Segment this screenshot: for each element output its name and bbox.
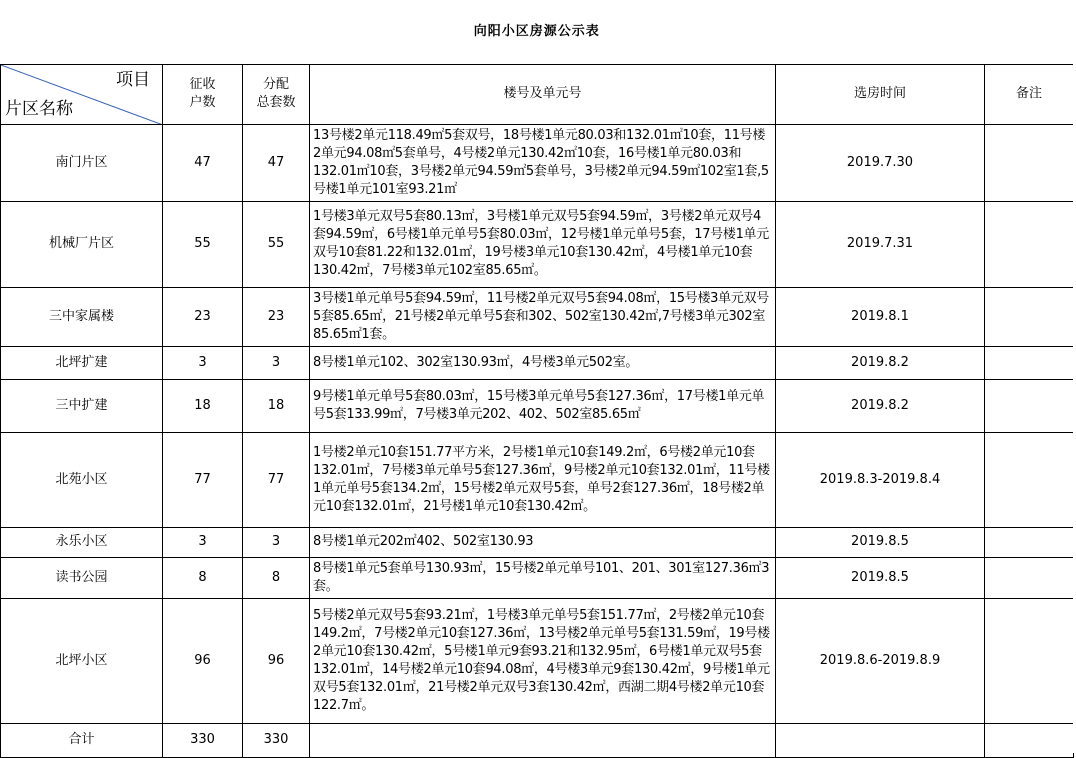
area-cell[interactable]: 北坪扩建 xyxy=(1,346,163,379)
households-cell[interactable]: 3 xyxy=(163,346,243,379)
header-allocated[interactable]: 分配 总套数 xyxy=(243,64,310,124)
households-cell[interactable]: 8 xyxy=(163,557,243,598)
total-allocated-cell[interactable]: 330 xyxy=(243,723,310,757)
time-cell[interactable]: 2019.8.2 xyxy=(776,346,985,379)
area-cell[interactable]: 三中家属楼 xyxy=(1,287,163,346)
header-row xyxy=(1,64,1074,124)
area-cell[interactable]: 北坪小区 xyxy=(1,598,163,723)
table-row xyxy=(1,432,1074,527)
note-cell[interactable] xyxy=(985,124,1074,201)
total-time-cell[interactable] xyxy=(776,723,985,757)
total-label-cell[interactable]: 合计 xyxy=(1,723,163,757)
total-row xyxy=(1,723,1074,757)
units-cell[interactable]: 3号楼1单元单号5套94.59㎡，11号楼2单元双号5套94.08㎡，15号楼3单元双号5套85.65㎡，21号楼2单元单号5套和302、502室130.42㎡,7号楼3单元302室85.65㎡1套。 xyxy=(310,287,776,346)
total-households-cell[interactable]: 330 xyxy=(163,723,243,757)
header-time[interactable]: 选房时间 xyxy=(776,64,985,124)
units-cell[interactable]: 9号楼1单元单号5套80.03㎡，15号楼3单元单号5套127.36㎡，17号楼1单元单号5套133.99㎡，7号楼3单元202、402、502室85.65㎡ xyxy=(310,379,776,432)
units-cell[interactable]: 13号楼2单元118.49㎡5套双号，18号楼1单元80.03和132.01㎡10套，11号楼2单元94.08㎡5套单号，4号楼2单元130.42㎡10套，16号楼1单元80.03和132.01㎡10套，3号楼2单元94.59㎡5套单号，3号楼2单元94.59㎡102室1套,5号楼1单元101室93.21㎡ xyxy=(310,124,776,201)
time-cell[interactable]: 2019.8.5 xyxy=(776,557,985,598)
time-cell[interactable]: 2019.8.2 xyxy=(776,379,985,432)
allocated-cell[interactable]: 96 xyxy=(243,598,310,723)
total-units-cell[interactable] xyxy=(310,723,776,757)
area-cell[interactable]: 北苑小区 xyxy=(1,432,163,527)
time-cell[interactable]: 2019.7.31 xyxy=(776,201,985,287)
table-row xyxy=(1,527,1074,557)
note-cell[interactable] xyxy=(985,201,1074,287)
allocated-cell[interactable]: 3 xyxy=(243,346,310,379)
allocated-cell[interactable]: 8 xyxy=(243,557,310,598)
table-row xyxy=(1,346,1074,379)
allocated-cell[interactable]: 18 xyxy=(243,379,310,432)
units-cell[interactable]: 8号楼1单元102、302室130.93㎡，4号楼3单元502室。 xyxy=(310,346,776,379)
households-cell[interactable]: 55 xyxy=(163,201,243,287)
table-row xyxy=(1,124,1074,201)
table-row xyxy=(1,201,1074,287)
note-cell[interactable] xyxy=(985,432,1074,527)
households-cell[interactable]: 47 xyxy=(163,124,243,201)
allocated-cell[interactable]: 77 xyxy=(243,432,310,527)
units-cell[interactable]: 1号楼3单元双号5套80.13㎡，3号楼1单元双号5套94.59㎡，3号楼2单元双号4套94.59㎡，6号楼1单元单号5套80.03㎡，12号楼1单元单号5套，17号楼1单元双号10套81.22和132.01㎡，19号楼3单元10套130.42㎡，4号楼1单元10套130.42㎡，7号楼3单元102室85.65㎡。 xyxy=(310,201,776,287)
area-cell[interactable]: 读书公园 xyxy=(1,557,163,598)
allocated-cell[interactable]: 55 xyxy=(243,201,310,287)
header-area-name-label: 片区名称 xyxy=(5,98,73,119)
diagonal-header-cell[interactable] xyxy=(1,64,163,124)
households-cell[interactable]: 23 xyxy=(163,287,243,346)
households-cell[interactable]: 77 xyxy=(163,432,243,527)
time-cell[interactable]: 2019.8.5 xyxy=(776,527,985,557)
time-cell[interactable]: 2019.8.3-2019.8.4 xyxy=(776,432,985,527)
note-cell[interactable] xyxy=(985,557,1074,598)
time-cell[interactable]: 2019.7.30 xyxy=(776,124,985,201)
time-cell[interactable]: 2019.8.1 xyxy=(776,287,985,346)
table-row xyxy=(1,379,1074,432)
note-cell[interactable] xyxy=(985,598,1074,723)
table-row xyxy=(1,557,1074,598)
units-cell[interactable]: 5号楼2单元双号5套93.21㎡，1号楼3单元单号5套151.77㎡，2号楼2单元10套149.2㎡，7号楼2单元10套127.36㎡，13号楼2单元单号5套131.59㎡，19号楼2单元10套130.42㎡，5号楼1单元9套93.21和132.95㎡，6号楼1单元双号5套132.01㎡，14号楼2单元10套94.08㎡，4号楼3单元9套130.42㎡，9号楼1单元双号5套132.01㎡，21号楼2单元双号3套130.42㎡，西湖二期4号楼2单元10套122.7㎡。 xyxy=(310,598,776,723)
time-cell[interactable]: 2019.8.6-2019.8.9 xyxy=(776,598,985,723)
households-cell[interactable]: 18 xyxy=(163,379,243,432)
units-cell[interactable]: 8号楼1单元5套单号130.93㎡，15号楼2单元单号101、201、301室127.36㎡3套。 xyxy=(310,557,776,598)
table-row xyxy=(1,287,1074,346)
allocated-cell[interactable]: 23 xyxy=(243,287,310,346)
allocated-cell[interactable]: 47 xyxy=(243,124,310,201)
households-cell[interactable]: 3 xyxy=(163,527,243,557)
header-units[interactable]: 楼号及单元号 xyxy=(310,64,776,124)
area-cell[interactable]: 机械厂片区 xyxy=(1,201,163,287)
area-cell[interactable]: 三中扩建 xyxy=(1,379,163,432)
units-cell[interactable]: 8号楼1单元202㎡402、502室130.93 xyxy=(310,527,776,557)
note-cell[interactable] xyxy=(985,379,1074,432)
sheet-title[interactable]: 向阳小区房源公示表 xyxy=(1,0,1074,64)
header-note[interactable]: 备注 xyxy=(985,64,1074,124)
units-cell[interactable]: 1号楼2单元10套151.77平方米，2号楼1单元10套149.2㎡，6号楼2单元10套132.01㎡，7号楼3单元单号5套127.36㎡，9号楼2单元10套132.01㎡，11号楼1单元单号5套134.2㎡，15号楼2单元双号5套，单号2套127.36㎡，18号楼2单元10套132.01㎡，21号楼1单元10套130.42㎡。 xyxy=(310,432,776,527)
area-cell[interactable]: 永乐小区 xyxy=(1,527,163,557)
header-item-label: 项目 xyxy=(116,69,150,90)
table-row xyxy=(1,598,1074,723)
note-cell[interactable] xyxy=(985,527,1074,557)
allocated-cell[interactable]: 3 xyxy=(243,527,310,557)
note-cell[interactable] xyxy=(985,287,1074,346)
total-note-cell[interactable] xyxy=(985,723,1074,757)
households-cell[interactable]: 96 xyxy=(163,598,243,723)
area-cell[interactable]: 南门片区 xyxy=(1,124,163,201)
note-cell[interactable] xyxy=(985,346,1074,379)
header-households[interactable]: 征收 户数 xyxy=(163,64,243,124)
